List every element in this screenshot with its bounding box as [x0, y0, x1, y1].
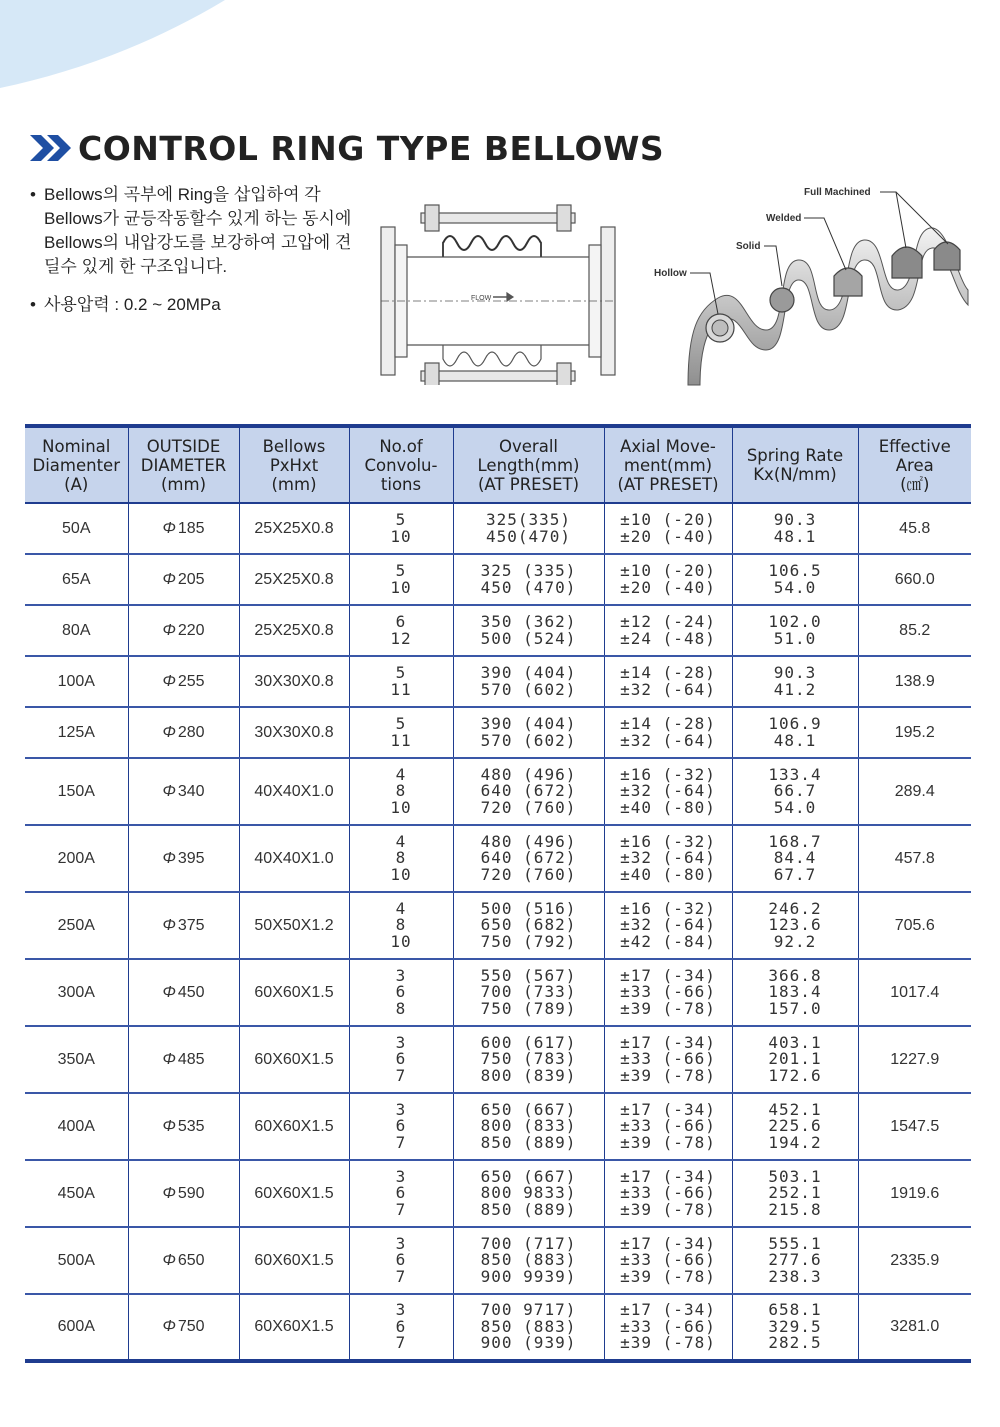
diameter-symbol: Φ — [162, 782, 176, 800]
header-spring-rate: Spring Rate Kx(N/mm) — [732, 426, 858, 503]
cell-axial: ±14 (-28) ±32 (-64) — [604, 656, 732, 707]
cell-length: 650 (667) 800 9833) 850 (889) — [453, 1160, 604, 1227]
cell-spring: 403.1 201.1 172.6 — [732, 1026, 858, 1093]
cell-nominal: 125A — [25, 707, 128, 758]
description-bullet — [30, 183, 360, 279]
cell-axial: ±17 (-34) ±33 (-66) ±39 (-78) — [604, 1294, 732, 1361]
header-nominal: Nominal Diamenter (A) — [25, 426, 128, 503]
cell-area: 138.9 — [858, 656, 971, 707]
cell-bellows: 60X60X1.5 — [239, 1294, 349, 1361]
cell-nominal: 50A — [25, 503, 128, 554]
cell-axial: ±17 (-34) ±33 (-66) ±39 (-78) — [604, 1026, 732, 1093]
cell-area: 45.8 — [858, 503, 971, 554]
cell-length: 390 (404) 570 (602) — [453, 656, 604, 707]
pressure-text: 사용압력 : 0.2 ~ 20MPa — [44, 295, 221, 314]
diameter-symbol: Φ — [162, 916, 176, 934]
ring-label-full-machined: Full Machined — [804, 187, 871, 198]
cell-axial: ±16 (-32) ±32 (-64) ±40 (-80) — [604, 825, 732, 892]
header-outside-diameter: OUTSIDE DIAMETER (mm) — [128, 426, 239, 503]
table-row — [25, 758, 971, 825]
cell-area: 1547.5 — [858, 1093, 971, 1160]
cell-conv: 3 6 8 — [349, 959, 453, 1026]
cell-axial: ±16 (-32) ±32 (-64) ±42 (-84) — [604, 892, 732, 959]
cell-length: 350 (362) 500 (524) — [453, 605, 604, 656]
cell-nominal: 80A — [25, 605, 128, 656]
page-title: CONTROL RING TYPE BELLOWS — [78, 128, 665, 168]
cell-spring: 555.1 277.6 238.3 — [732, 1227, 858, 1294]
ring-label-solid: Solid — [736, 241, 761, 252]
cell-bellows: 40X40X1.0 — [239, 825, 349, 892]
table-header — [25, 426, 971, 503]
table-row — [25, 605, 971, 656]
cell-length: 700 9717) 850 (883) 900 (939) — [453, 1294, 604, 1361]
table-row — [25, 503, 971, 554]
cell-bellows: 60X60X1.5 — [239, 1093, 349, 1160]
cell-area: 660.0 — [858, 554, 971, 605]
cell-axial: ±10 (-20) ±20 (-40) — [604, 554, 732, 605]
double-chevron-icon — [30, 133, 74, 163]
description-block — [30, 183, 360, 317]
control-ring-bellows-drawing — [373, 185, 623, 385]
table-row — [25, 707, 971, 758]
cell-bellows: 60X60X1.5 — [239, 1160, 349, 1227]
cell-conv: 3 6 7 — [349, 1093, 453, 1160]
cell-conv: 5 10 — [349, 554, 453, 605]
bullet-dot: • — [30, 185, 36, 204]
cell-bellows: 50X50X1.2 — [239, 892, 349, 959]
cell-axial: ±17 (-34) ±33 (-66) ±39 (-78) — [604, 959, 732, 1026]
cell-spring: 658.1 329.5 282.5 — [732, 1294, 858, 1361]
cell-spring: 452.1 225.6 194.2 — [732, 1093, 858, 1160]
specifications-table — [25, 424, 971, 1363]
cell-od: Φ 255 — [128, 656, 239, 707]
cell-axial: ±10 (-20) ±20 (-40) — [604, 503, 732, 554]
cell-conv: 5 11 — [349, 707, 453, 758]
pressure-bullet — [30, 293, 360, 317]
cell-od: Φ 185 — [128, 503, 239, 554]
table-row — [25, 959, 971, 1026]
cell-bellows: 60X60X1.5 — [239, 1026, 349, 1093]
cell-axial: ±16 (-32) ±32 (-64) ±40 (-80) — [604, 758, 732, 825]
table-row — [25, 892, 971, 959]
cell-od: Φ 485 — [128, 1026, 239, 1093]
cell-nominal: 100A — [25, 656, 128, 707]
diameter-symbol: Φ — [162, 1184, 176, 1202]
diameter-symbol: Φ — [162, 1318, 176, 1335]
cell-area: 1227.9 — [858, 1026, 971, 1093]
diameter-symbol: Φ — [162, 672, 176, 690]
cell-nominal: 600A — [25, 1294, 128, 1361]
header-convolutions: No.of Convolu- tions — [349, 426, 453, 503]
cell-length: 480 (496) 640 (672) 720 (760) — [453, 825, 604, 892]
cell-spring: 102.0 51.0 — [732, 605, 858, 656]
cell-bellows: 25X25X0.8 — [239, 554, 349, 605]
cell-nominal: 200A — [25, 825, 128, 892]
title-block — [30, 128, 664, 168]
cell-bellows: 30X30X0.8 — [239, 707, 349, 758]
cell-length: 500 (516) 650 (682) 750 (792) — [453, 892, 604, 959]
cell-od: Φ 590 — [128, 1160, 239, 1227]
cell-conv: 4 8 10 — [349, 825, 453, 892]
diameter-symbol: Φ — [162, 723, 176, 741]
cell-area: 2335.9 — [858, 1227, 971, 1294]
cell-length: 700 (717) 850 (883) 900 9939) — [453, 1227, 604, 1294]
cell-area: 85.2 — [858, 605, 971, 656]
cell-conv: 6 12 — [349, 605, 453, 656]
cell-area: 195.2 — [858, 707, 971, 758]
cell-length: 600 (617) 750 (783) 800 (839) — [453, 1026, 604, 1093]
cell-nominal: 450A — [25, 1160, 128, 1227]
cell-length: 480 (496) 640 (672) 720 (760) — [453, 758, 604, 825]
cell-axial: ±17 (-34) ±33 (-66) ±39 (-78) — [604, 1093, 732, 1160]
cell-conv: 5 10 — [349, 503, 453, 554]
cell-axial: ±12 (-24) ±24 (-48) — [604, 605, 732, 656]
cell-od: Φ 220 — [128, 605, 239, 656]
cell-nominal: 300A — [25, 959, 128, 1026]
cell-axial: ±17 (-34) ±33 (-66) ±39 (-78) — [604, 1160, 732, 1227]
cell-spring: 168.7 84.4 67.7 — [732, 825, 858, 892]
ring-types-drawing — [648, 180, 978, 390]
cell-length: 390 (404) 570 (602) — [453, 707, 604, 758]
cell-area: 3281.0 — [858, 1294, 971, 1361]
diameter-symbol: Φ — [162, 1117, 176, 1135]
cell-od: Φ 375 — [128, 892, 239, 959]
diameter-symbol: Φ — [162, 621, 176, 639]
diameter-symbol: Φ — [162, 1251, 176, 1269]
diameter-symbol: Φ — [162, 849, 176, 867]
cell-length: 550 (567) 700 (733) 750 (789) — [453, 959, 604, 1026]
diameter-symbol: Φ — [162, 570, 176, 588]
cell-spring: 133.4 66.7 54.0 — [732, 758, 858, 825]
table-row — [25, 825, 971, 892]
cell-nominal: 150A — [25, 758, 128, 825]
table-row — [25, 1294, 971, 1361]
cell-conv: 4 8 10 — [349, 758, 453, 825]
cell-bellows: 25X25X0.8 — [239, 605, 349, 656]
table-row — [25, 554, 971, 605]
cell-od: Φ 205 — [128, 554, 239, 605]
cell-nominal: 500A — [25, 1227, 128, 1294]
cell-length: 325 (335) 450 (470) — [453, 554, 604, 605]
diameter-symbol: Φ — [162, 519, 176, 537]
cell-nominal: 250A — [25, 892, 128, 959]
cell-spring: 90.3 41.2 — [732, 656, 858, 707]
cell-od: Φ 280 — [128, 707, 239, 758]
table-row — [25, 1026, 971, 1093]
header-bellows: Bellows PxHxt (mm) — [239, 426, 349, 503]
cell-od: Φ 340 — [128, 758, 239, 825]
cell-conv: 3 6 7 — [349, 1160, 453, 1227]
cell-length: 650 (667) 800 (833) 850 (889) — [453, 1093, 604, 1160]
cell-bellows: 60X60X1.5 — [239, 1227, 349, 1294]
table-row — [25, 656, 971, 707]
table-body — [25, 503, 971, 1361]
cell-area: 289.4 — [858, 758, 971, 825]
ring-label-hollow: Hollow — [654, 268, 687, 279]
cell-nominal: 65A — [25, 554, 128, 605]
header-overall-length: Overall Length(mm) (AT PRESET) — [453, 426, 604, 503]
cell-od: Φ 750 — [128, 1294, 239, 1361]
cell-spring: 503.1 252.1 215.8 — [732, 1160, 858, 1227]
header-axial-movement: Axial Move- ment(mm) (AT PRESET) — [604, 426, 732, 503]
cell-bellows: 40X40X1.0 — [239, 758, 349, 825]
cell-conv: 4 8 10 — [349, 892, 453, 959]
cell-area: 1919.6 — [858, 1160, 971, 1227]
cell-conv: 3 6 7 — [349, 1227, 453, 1294]
flow-label: FLOW — [471, 295, 492, 302]
cell-od: Φ 450 — [128, 959, 239, 1026]
ring-label-welded: Welded — [766, 213, 802, 224]
table-row — [25, 1160, 971, 1227]
cell-spring: 106.9 48.1 — [732, 707, 858, 758]
cell-axial: ±14 (-28) ±32 (-64) — [604, 707, 732, 758]
header-row — [25, 426, 971, 503]
cell-conv: 5 11 — [349, 656, 453, 707]
cell-spring: 246.2 123.6 92.2 — [732, 892, 858, 959]
cell-spring: 106.5 54.0 — [732, 554, 858, 605]
diameter-symbol: Φ — [162, 1050, 176, 1068]
bullet-dot: • — [30, 295, 36, 314]
cell-conv: 3 6 7 — [349, 1026, 453, 1093]
cell-area: 457.8 — [858, 825, 971, 892]
cell-nominal: 350A — [25, 1026, 128, 1093]
cell-spring: 366.8 183.4 157.0 — [732, 959, 858, 1026]
cell-length: 325(335) 450(470) — [453, 503, 604, 554]
cell-area: 705.6 — [858, 892, 971, 959]
table-row — [25, 1093, 971, 1160]
cell-od: Φ 650 — [128, 1227, 239, 1294]
cell-spring: 90.3 48.1 — [732, 503, 858, 554]
cell-axial: ±17 (-34) ±33 (-66) ±39 (-78) — [604, 1227, 732, 1294]
table-row — [25, 1227, 971, 1294]
cell-area: 1017.4 — [858, 959, 971, 1026]
cell-nominal: 400A — [25, 1093, 128, 1160]
cell-bellows: 25X25X0.8 — [239, 503, 349, 554]
cell-od: Φ 395 — [128, 825, 239, 892]
header-effective-area: Effective Area (㎠) — [858, 426, 971, 503]
corner-decoration — [0, 0, 230, 90]
diameter-symbol: Φ — [162, 983, 176, 1001]
cell-bellows: 60X60X1.5 — [239, 959, 349, 1026]
cell-od: Φ 535 — [128, 1093, 239, 1160]
description-text: Bellows의 곡부에 Ring을 삽입하여 각 Bellows가 균등작동할수 있게 하는 동시에 Bellows의 내압강도를 보강하여 고압에 견딜수 있게 한 구조입니다. — [44, 185, 352, 276]
cell-conv: 3 6 7 — [349, 1294, 453, 1361]
cell-bellows: 30X30X0.8 — [239, 656, 349, 707]
